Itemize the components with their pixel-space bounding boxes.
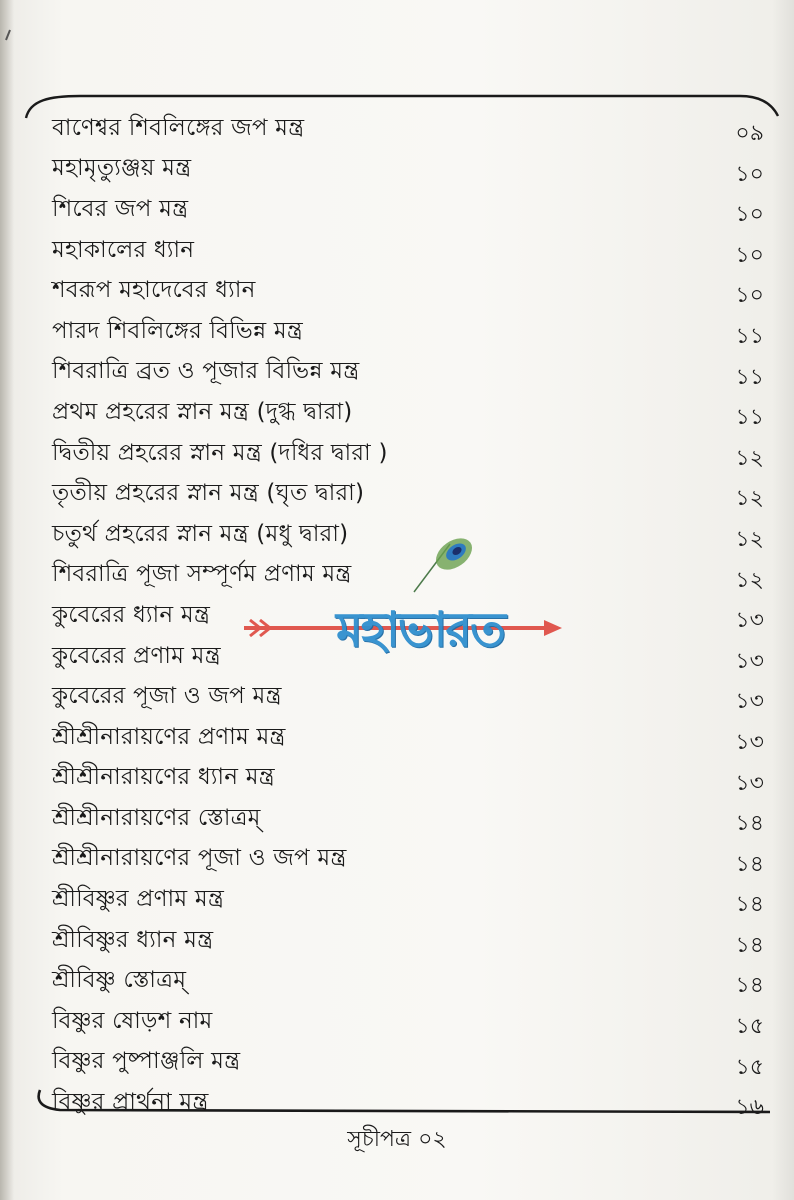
toc-entry-title: দ্বিতীয় প্রহরের স্নান মন্ত্র (দধির দ্বারা )	[52, 439, 388, 466]
toc-entry-page: ১০	[735, 202, 764, 228]
toc-entry-title: বাণেশ্বর শিবলিঙ্গের জপ মন্ত্র	[52, 114, 305, 141]
toc-entry-page: ১১	[735, 364, 764, 390]
toc-entry-title: শ্রীশ্রীনারায়ণের পূজা ও জপ মন্ত্র	[52, 845, 347, 872]
toc-entry[interactable]	[52, 758, 772, 799]
toc-entry-page: ১০	[735, 283, 764, 309]
toc-entry-page: ১২	[735, 445, 764, 471]
toc-entry-page: ১৪	[735, 811, 764, 837]
toc-entry-title: মহাকালের ধ্যান	[52, 236, 195, 263]
toc-entry[interactable]	[52, 514, 772, 555]
toc-entry[interactable]	[52, 960, 772, 1001]
toc-entry-page: ১৪	[735, 851, 764, 877]
table-of-contents	[52, 108, 772, 1123]
toc-entry-page: ১৩	[735, 689, 764, 715]
toc-entry-title: শ্রীশ্রীনারায়ণের ধ্যান মন্ত্র	[52, 764, 275, 791]
toc-entry-page: ১৪	[735, 973, 764, 999]
toc-entry[interactable]	[52, 798, 772, 839]
toc-entry-page: ১৩	[735, 770, 764, 796]
toc-entry[interactable]	[52, 149, 772, 190]
toc-entry[interactable]	[52, 595, 772, 636]
toc-entry-title: শিবরাত্রি ব্রত ও পূজার বিভিন্ন মন্ত্র	[52, 358, 360, 385]
toc-entry-title: শ্রীশ্রীনারায়ণের প্রণাম মন্ত্র	[52, 723, 286, 750]
toc-entry-page: ১২	[735, 567, 764, 593]
toc-entry-title: শিবের জপ মন্ত্র	[52, 195, 189, 222]
toc-entry-page: ১২	[735, 526, 764, 552]
toc-entry-title: শ্রীশ্রীনারায়ণের স্তোত্রম্	[52, 804, 261, 831]
toc-entry[interactable]	[52, 189, 772, 230]
toc-entry-title: কুবেরের ধ্যান মন্ত্র	[52, 601, 211, 628]
toc-entry-title: শ্রীবিষ্ণু স্তোত্রম্	[52, 967, 187, 994]
toc-entry-title: কুবেরের পূজা ও জপ মন্ত্র	[52, 683, 282, 710]
toc-entry[interactable]	[52, 352, 772, 393]
toc-entry[interactable]	[52, 636, 772, 677]
toc-entry-page: ১৪	[735, 892, 764, 918]
toc-entry-title: শিবরাত্রি পূজা সম্পূর্ণম প্রণাম মন্ত্র	[52, 561, 352, 588]
toc-entry[interactable]	[52, 1082, 772, 1123]
toc-entry[interactable]	[52, 1001, 772, 1042]
toc-entry-page: ১১	[735, 405, 764, 431]
toc-entry-page: ১৫	[735, 1054, 764, 1080]
toc-entry[interactable]	[52, 676, 772, 717]
toc-entry-page: ১৩	[735, 729, 764, 755]
toc-entry[interactable]	[52, 392, 772, 433]
toc-entry-title: কুবেরের প্রণাম মন্ত্র	[52, 642, 221, 669]
toc-entry-title: শ্রীবিষ্ণুর প্রণাম মন্ত্র	[52, 886, 225, 913]
toc-entry-title: বিষ্ণুর পুষ্পাঞ্জলি মন্ত্র	[52, 1048, 241, 1075]
toc-entry-title: প্রথম প্রহরের স্নান মন্ত্র (দুগ্ধ দ্বারা)	[52, 398, 353, 425]
toc-entry-title: তৃতীয় প্রহরের স্নান মন্ত্র (ঘৃত দ্বারা)	[52, 480, 365, 507]
toc-entry[interactable]	[52, 839, 772, 880]
toc-entry[interactable]	[52, 555, 772, 596]
toc-entry[interactable]	[52, 230, 772, 271]
toc-entry-page: ১৪	[735, 932, 764, 958]
toc-entry[interactable]	[52, 433, 772, 474]
toc-entry-title: পারদ শিবলিঙ্গের বিভিন্ন মন্ত্র	[52, 317, 303, 344]
toc-entry-page: ১৩	[735, 608, 764, 634]
toc-entry-page: ১১	[735, 323, 764, 349]
toc-entry[interactable]	[52, 717, 772, 758]
toc-entry-page: ১৬	[735, 1095, 764, 1121]
toc-entry-page: ১২	[735, 486, 764, 512]
toc-entry-title: বিষ্ণুর প্রার্থনা মন্ত্র	[52, 1089, 209, 1116]
toc-entry-title: বিষ্ণুর ষোড়শ নাম	[52, 1007, 213, 1034]
watermark-text: মহাভারত	[336, 602, 504, 658]
toc-entry-title: চতুর্থ প্রহরের স্নান মন্ত্র (মধু দ্বারা)	[52, 520, 349, 547]
page-footer: সূচীপত্র ০২	[347, 1127, 447, 1152]
toc-entry-page: ১০	[735, 161, 764, 187]
toc-entry[interactable]	[52, 1042, 772, 1083]
toc-entry-title: শ্রীবিষ্ণুর ধ্যান মন্ত্র	[52, 926, 214, 953]
toc-entry-page: ১৫	[735, 1014, 764, 1040]
toc-entry-page: ১৩	[735, 648, 764, 674]
toc-entry[interactable]	[52, 879, 772, 920]
toc-entry[interactable]	[52, 270, 772, 311]
toc-entry[interactable]	[52, 108, 772, 149]
toc-entry-title: মহামৃত্যুঞ্জয় মন্ত্র	[52, 155, 192, 182]
toc-entry-page: ০৯	[735, 121, 764, 146]
toc-entry-page: ১০	[735, 242, 764, 268]
toc-entry[interactable]	[52, 920, 772, 961]
toc-entry-title: শবরূপ মহাদেবের ধ্যান	[52, 277, 256, 304]
toc-entry[interactable]	[52, 473, 772, 514]
toc-entry[interactable]	[52, 311, 772, 352]
